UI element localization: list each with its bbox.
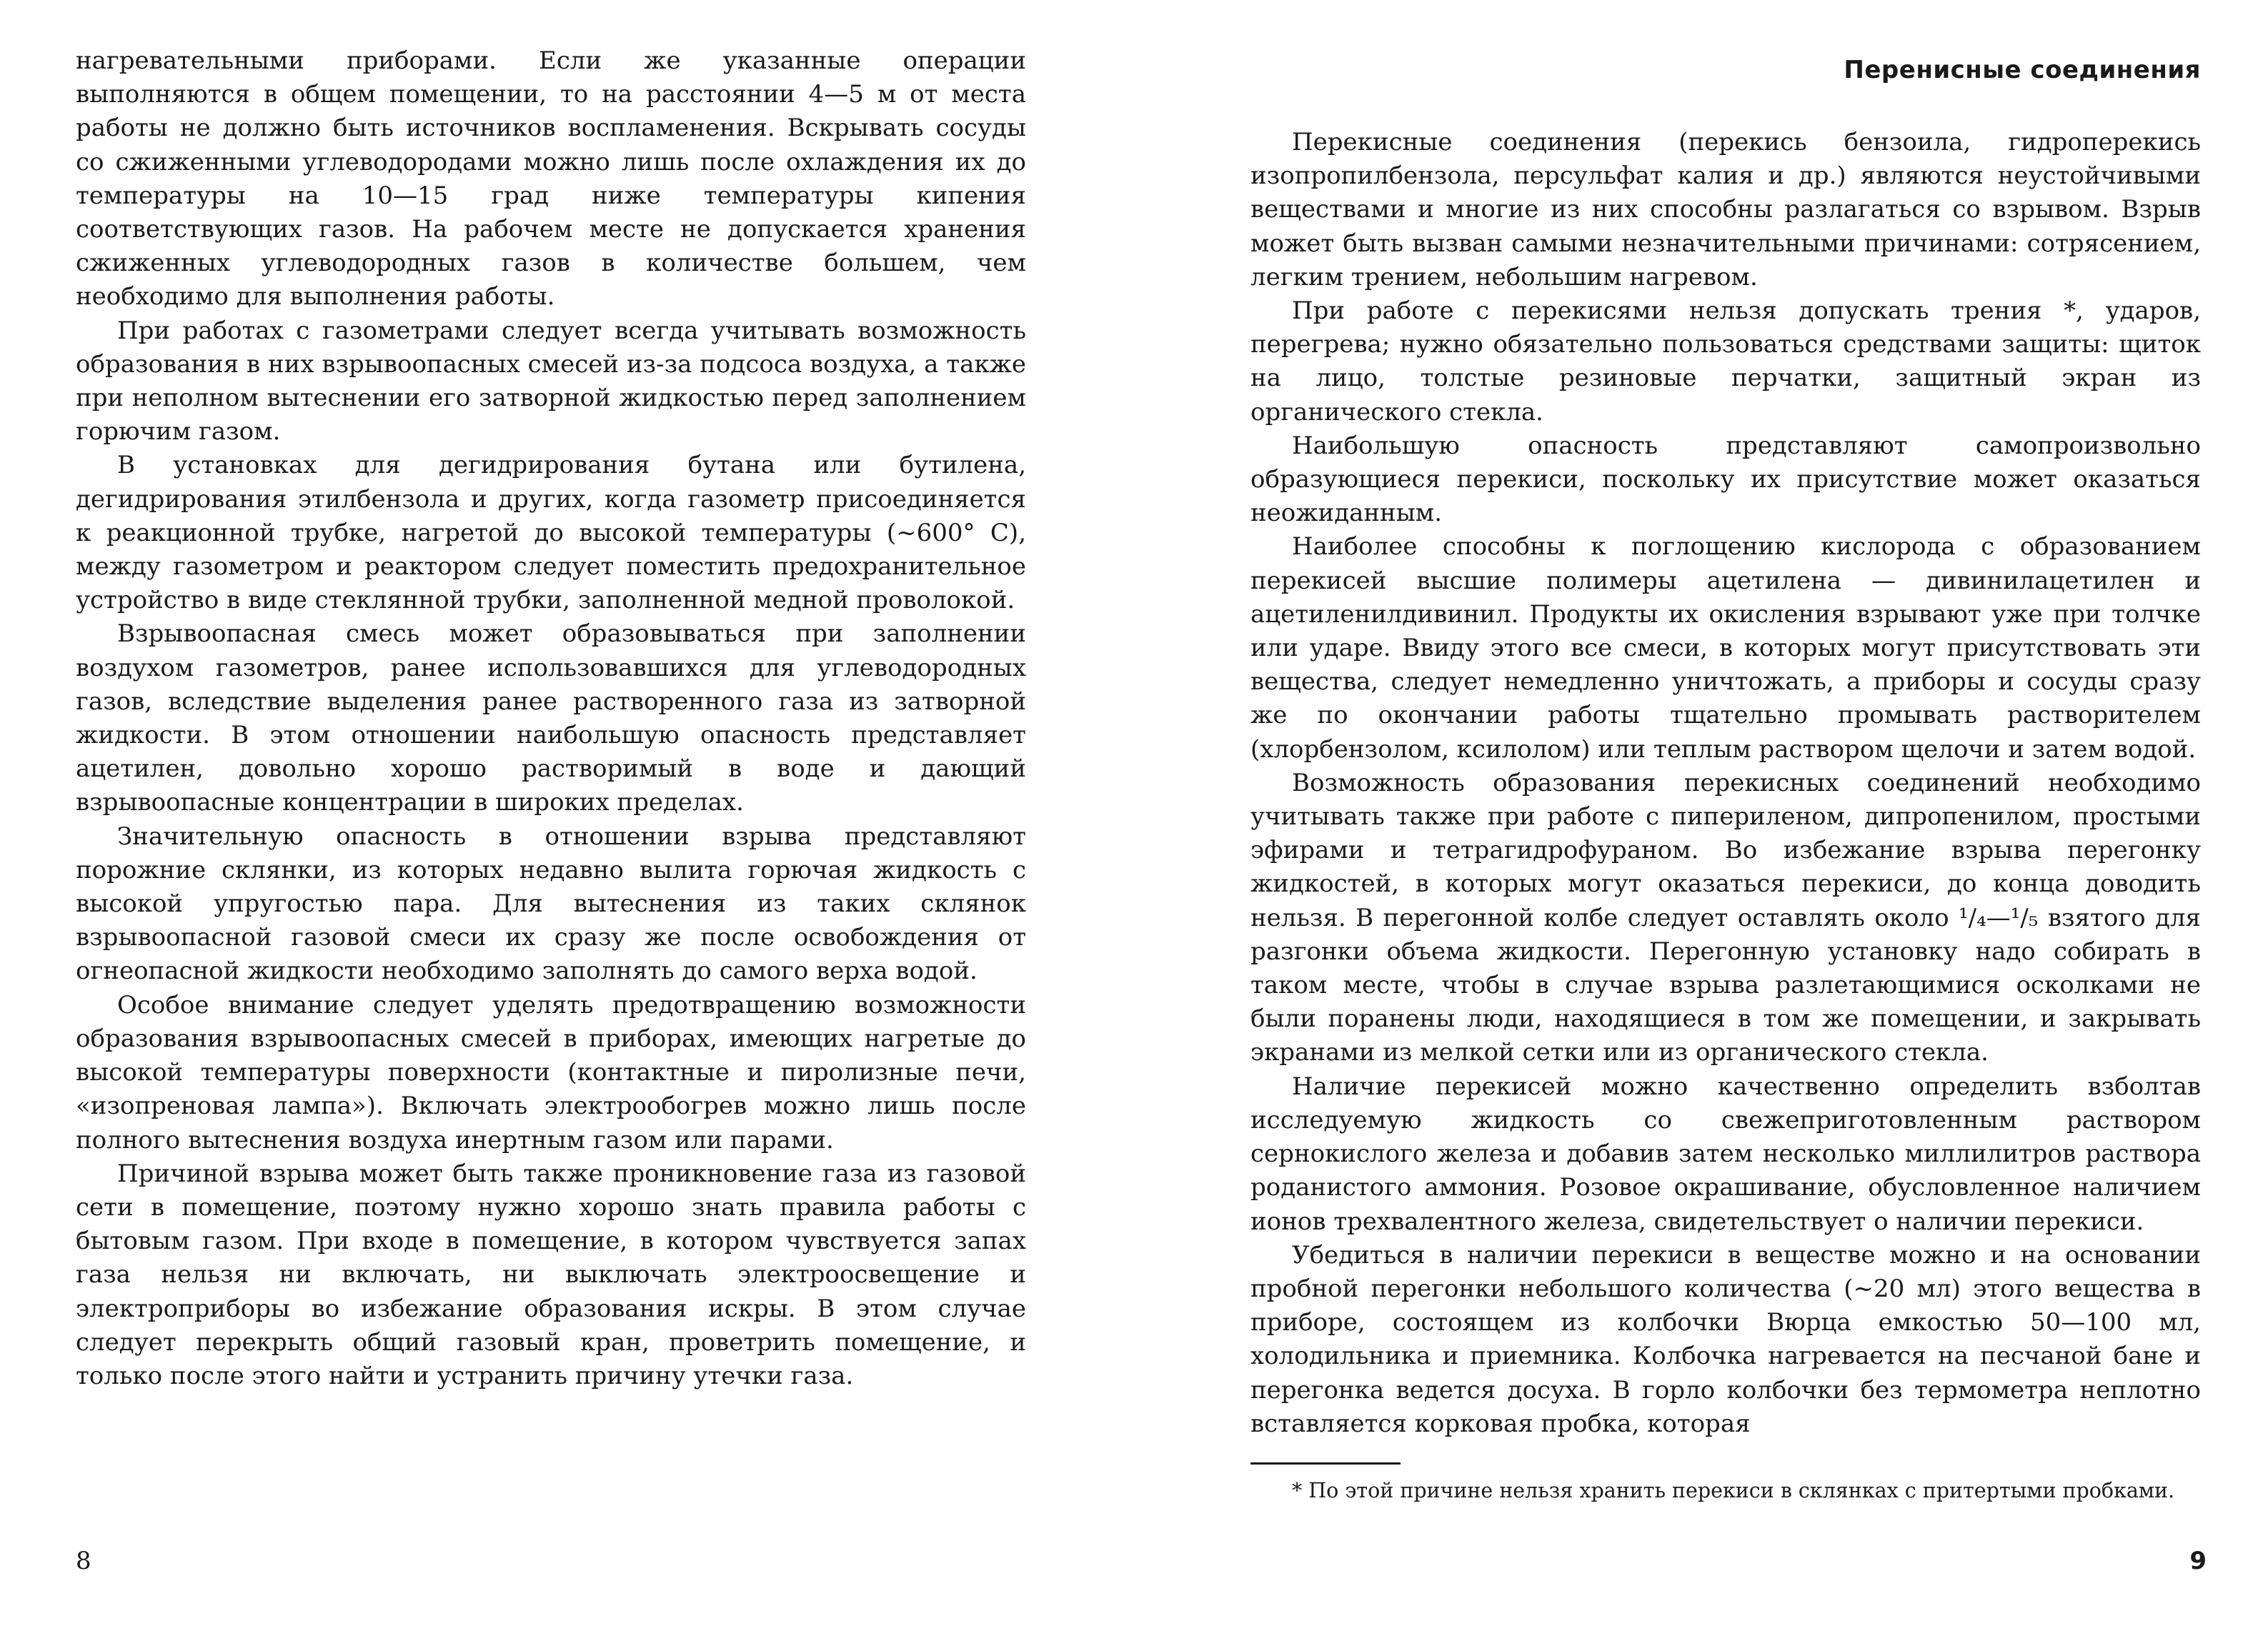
- paragraph: нагревательными приборами. Если же указанные операции выполняются в общем помещении, то на расстоянии 4—5 м от места работы не должно быть источников воспламенения. Вскрывать сосуды со сжиженными углеводородами можно лишь после охлаждения их до температуры на 10—15 град ниже температуры кипения соответствующих газов. На рабочем месте не допускается хранения сжиженных углеводородных газов в количестве большем, чем необходимо для выполнения работы.: [76, 46, 1026, 311]
- paragraph: Наиболее способны к поглощению кислорода с образованием перекисей высшие полимеры ацетилена — дивинилацетилен и ацетиленилдивинил. Продукты их окисления взрывают уже при толчке или ударе. Ввиду этого все смеси, в которых могут присутствовать эти вещества, следует немедленно уничтожать, а приборы и сосуды сразу же по окончании работы тщательно промывать растворителем (хлорбензолом, ксилолом) или теплым раствором щелочи и затем водой.: [1250, 532, 2201, 764]
- paragraph: Убедиться в наличии перекиси в веществе можно и на основании пробной перегонки небольшого количества (~20 мл) этого вещества в приборе, состоящем из колбочки Вюрца емкостью 50—100 мл, холодильника и приемника. Колбочка нагревается на песчаной бане и перегонка ведется досуха. В горло колбочки без термометра неплотно вставляется корковая пробка, которая: [1250, 1240, 2201, 1438]
- paragraph: Возможность образования перекисных соединений необходимо учитывать также при работе с пипериленом, дипропенилом, простыми эфирами и тетрагидрофураном. Во избежание взрыва перегонку жидкостей, в которых могут оказаться перекиси, до конца доводить нельзя. В перегонной колбе следует оставлять около ¹/₄—¹/₅ взятого для разгонки объема жидкости. Перегонную установку надо собирать в таком месте, чтобы в случае взрыва разлетающимися осколками не были поранены люди, находящиеся в том же помещении, и закрывать экранами из мелкой сетки или из органического стекла.: [1250, 768, 2201, 1067]
- footnote-divider: [1250, 1462, 1401, 1465]
- paragraph: Причиной взрыва может быть также проникновение газа из газовой сети в помещение, поэтому нужно хорошо знать правила работы с бытовым газом. При входе в помещение, в котором чувствуется запах газа нельзя ни включать, ни выключать электроосвещение и электроприборы во избежание образования искры. В этом случае следует перекрыть общий газовый кран, проветрить помещение, и только после этого найти и устранить причину утечки газа.: [76, 1159, 1026, 1390]
- footnote: * По этой причине нельзя хранить перекиси в склянках с притертыми пробками.: [1292, 1479, 2175, 1502]
- right-text-column: [1250, 126, 2201, 1441]
- page-number: 9: [2189, 1547, 2207, 1575]
- right-page: [1134, 0, 2268, 1646]
- paragraph: Значительную опасность в отношении взрыва представляют порожние склянки, из которых недавно вылита горючая жидкость с высокой упругостью пара. Для вытеснения из таких склянок взрывоопасной газовой смеси их сразу же после освобождения от огнеопасной жидкости необходимо заполнять до самого верха водой.: [76, 822, 1026, 986]
- paragraph: При работах с газометрами следует всегда учитывать возможность образования в них взрывоопасных смесей из-за подсоса воздуха, а также при неполном вытеснении его затворной жидкостью перед заполнением горючим газом.: [76, 316, 1026, 447]
- paragraph: Взрывоопасная смесь может образовываться при заполнении воздухом газометров, ранее использовавшихся для углеводородных газов, вследствие выделения ранее растворенного газа из затворной жидкости. В этом отношении наибольшую опасность представляет ацетилен, довольно хорошо растворимый в воде и дающий взрывоопасные концентрации в широких пределах.: [76, 619, 1026, 817]
- paragraph: В установках для дегидрирования бутана или бутилена, дегидрирования этилбензола и других, когда газометр присоединяется к реакционной трубке, нагретой до высокой температуры (~600° С), между газометром и реактором следует поместить предохранительное устройство в виде стеклянной трубки, заполненной медной проволокой.: [76, 451, 1026, 615]
- left-text-column: [76, 44, 1026, 1393]
- running-head: Перенисные соединения: [1844, 56, 2201, 84]
- paragraph: Особое внимание следует уделять предотвращению возможности образования взрывоопасных смесей в приборах, имеющих нагретые до высокой температуры поверхности (контактные и пиролизные печи, «изопреновая лампа»). Включать электрообогрев можно лишь после полного вытеснения воздуха инертным газом или парами.: [76, 990, 1026, 1154]
- page-number: 8: [76, 1547, 91, 1575]
- paragraph: Наличие перекисей можно качественно определить взболтав исследуемую жидкость со свежеприготовленным раствором сернокислого железа и добавив затем несколько миллилитров раствора роданистого аммония. Розовое окрашивание, обусловленное наличием ионов трехвалентного железа, свидетельствует о наличии перекиси.: [1250, 1072, 2201, 1236]
- paragraph: Наибольшую опасность представляют самопроизвольно образующиеся перекиси, поскольку их присутствие может оказаться неожиданным.: [1250, 431, 2201, 528]
- paragraph: При работе с перекисями нельзя допускать трения *, ударов, перегрева; нужно обязательно пользоваться средствами защиты: щиток на лицо, толстые резиновые перчатки, защитный экран из органического стекла.: [1250, 296, 2201, 427]
- paragraph: Перекисные соединения (перекись бензоила, гидроперекись изопропилбензола, персульфат калия и др.) являются неустойчивыми веществами и многие из них способны разлагаться со взрывом. Взрыв может быть вызван самыми незначительными причинами: сотрясением, легким трением, небольшим нагревом.: [1250, 128, 2201, 291]
